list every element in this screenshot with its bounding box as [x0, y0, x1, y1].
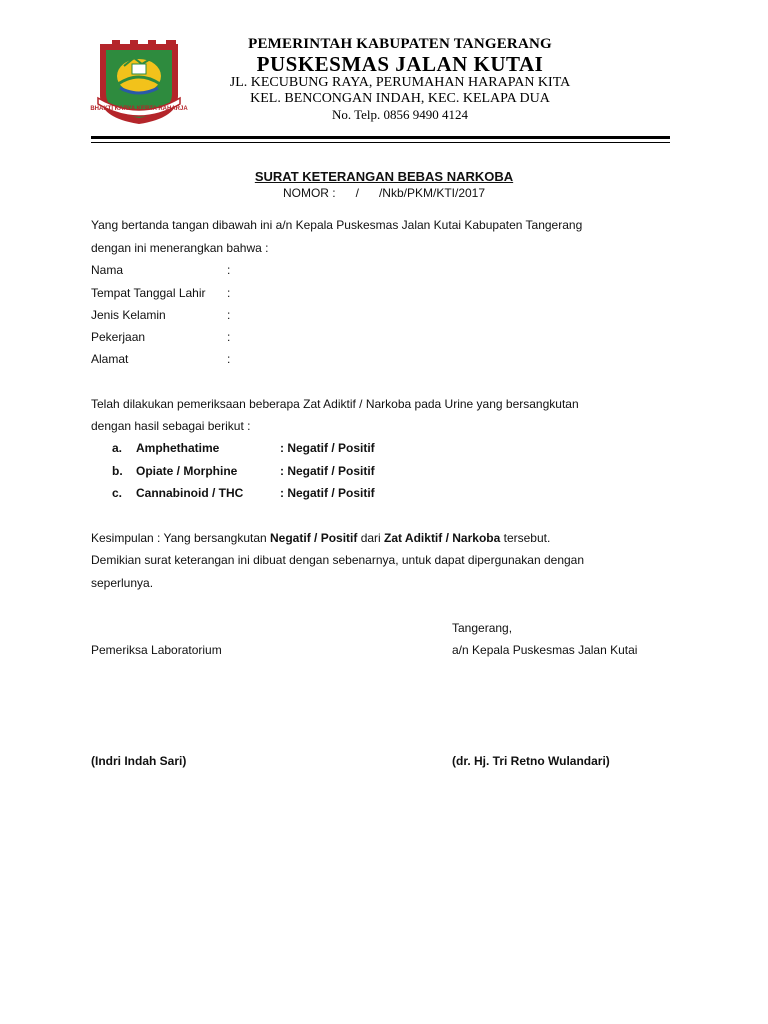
- letterhead-district: KEL. BENCONGAN INDAH, KEC. KELAPA DUA: [250, 91, 550, 106]
- kabupaten-tangerang-logo-icon: [90, 36, 188, 126]
- field-label-nama: Nama: [91, 263, 124, 277]
- result-value-amphetamine: : Negatif / Positif: [280, 441, 375, 455]
- letterhead-divider-thick: [91, 136, 670, 139]
- exam-line-1: Telah dilakukan pemeriksaan beberapa Zat Adiktif / Narkoba pada Urine yang bersangkutan: [91, 397, 579, 411]
- result-value-opiate: : Negatif / Positif: [280, 464, 375, 478]
- letterhead-divider-thin: [91, 142, 670, 143]
- document-number: NOMOR : / /Nkb/PKM/KTI/2017: [282, 186, 486, 200]
- conclusion-prefix: Kesimpulan : Yang bersangkutan: [91, 531, 271, 545]
- signature-left-name: (Indri Indah Sari): [91, 754, 187, 768]
- place-date: Tangerang,: [452, 621, 513, 635]
- signature-right-role: a/n Kepala Puskesmas Jalan Kutai: [452, 643, 638, 657]
- conclusion-middle: dari: [357, 531, 385, 545]
- conclusion-line: [91, 531, 550, 545]
- field-separator: :: [227, 263, 231, 277]
- signature-right-name: (dr. Hj. Tri Retno Wulandari): [452, 754, 610, 768]
- intro-line-2: dengan ini menerangkan bahwa :: [91, 241, 269, 255]
- signature-left-role: Pemeriksa Laboratorium: [91, 643, 222, 657]
- letterhead-institution: PUSKESMAS JALAN KUTAI: [256, 52, 544, 76]
- field-separator: :: [227, 286, 231, 300]
- letterhead-address: JL. KECUBUNG RAYA, PERUMAHAN HARAPAN KITA: [229, 75, 571, 90]
- result-name-amphetamine: Amphethatime: [136, 441, 220, 455]
- field-label-jenis-kelamin: Jenis Kelamin: [91, 308, 166, 322]
- result-name-opiate: Opiate / Morphine: [136, 464, 238, 478]
- field-label-alamat: Alamat: [91, 352, 129, 366]
- intro-line-1: Yang bertanda tangan dibawah ini a/n Kepala Puskesmas Jalan Kutai Kabupaten Tangerang: [91, 218, 583, 232]
- logo-motto: BHAKTI KARYA KERTA RAHARJA: [90, 106, 188, 112]
- exam-line-2: dengan hasil sebagai berikut :: [91, 419, 251, 433]
- field-separator: :: [227, 308, 231, 322]
- conclusion-result: Negatif / Positif: [270, 531, 358, 545]
- result-marker: b.: [112, 464, 123, 478]
- result-value-cannabinoid: : Negatif / Positif: [280, 486, 375, 500]
- letterhead-government: PEMERINTAH KABUPATEN TANGERANG: [248, 36, 552, 52]
- closing-line-2: seperlunya.: [91, 576, 154, 590]
- letterhead-phone: No. Telp. 0856 9490 4124: [331, 107, 469, 122]
- conclusion-substance: Zat Adiktif / Narkoba: [384, 531, 501, 545]
- result-marker: c.: [112, 486, 123, 500]
- field-separator: :: [227, 330, 231, 344]
- result-name-cannabinoid: Cannabinoid / THC: [136, 486, 244, 500]
- closing-line-1: Demikian surat keterangan ini dibuat dengan sebenarnya, untuk dapat dipergunakan dengan: [91, 553, 585, 567]
- document-title: SURAT KETERANGAN BEBAS NARKOBA: [254, 169, 514, 184]
- field-label-ttl: Tempat Tanggal Lahir: [91, 286, 206, 300]
- conclusion-suffix: tersebut.: [500, 531, 551, 545]
- result-marker: a.: [112, 441, 123, 455]
- letterhead: [180, 36, 620, 122]
- field-label-pekerjaan: Pekerjaan: [91, 330, 146, 344]
- field-separator: :: [227, 352, 231, 366]
